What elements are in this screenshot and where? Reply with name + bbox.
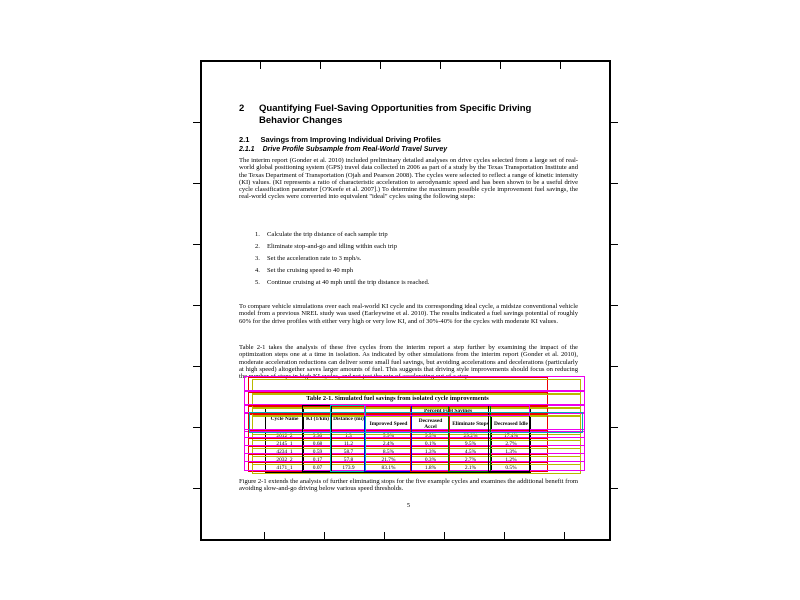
list-item-number: 1. bbox=[255, 231, 260, 238]
subsubsection-heading bbox=[239, 146, 447, 153]
ruler-tick bbox=[324, 532, 325, 539]
list-item-number: 3. bbox=[255, 254, 260, 262]
ruler-tick bbox=[193, 183, 200, 184]
paragraph-table-discussion: Table 2-1 takes the analysis of these five cycles from the interim report a step further by examining the impact of the optimization steps one at a time in isolation. As indicated by other simulations from the interim report (Gonder et al. 2010), moderate acceleration reductions can deliver some small fuel savings, but avoiding accelerations and decelerations (particularly at high speed) altogether saves larger amounts of fuel. This suggests that driving style improvements should focus on reducing the number of stops in high KI cycles, and not just the rate of accelerating out of a stop. bbox=[239, 344, 578, 381]
ruler-tick bbox=[193, 244, 200, 245]
table-cell: 0.17 bbox=[304, 457, 332, 465]
ruler-tick bbox=[611, 366, 618, 367]
table-row bbox=[266, 441, 531, 449]
table-header-cell: Improved Speed bbox=[366, 416, 412, 433]
list-item-number: 4. bbox=[255, 266, 260, 274]
table-cell: 83.1% bbox=[366, 465, 412, 473]
table-cell: 2012_2 bbox=[266, 433, 304, 441]
ruler-tick bbox=[193, 122, 200, 123]
document-page bbox=[200, 60, 611, 541]
ruler-tick bbox=[264, 532, 265, 539]
ruler-tick bbox=[440, 62, 441, 69]
subsection-number: 2.1 bbox=[239, 135, 250, 144]
ruler-tick bbox=[384, 532, 385, 539]
annotation-box-yellow bbox=[252, 379, 581, 394]
ruler-tick bbox=[380, 62, 381, 69]
list-item-number: 2. bbox=[255, 242, 260, 250]
page-number: 5 bbox=[406, 502, 411, 509]
list-item-number: 5. bbox=[255, 278, 260, 286]
table-cell: 1.3% bbox=[492, 449, 531, 457]
list-item bbox=[255, 231, 575, 238]
table-cell: 9.5% bbox=[412, 433, 450, 441]
fuel-savings-table bbox=[265, 406, 531, 473]
ruler-tick bbox=[320, 62, 321, 69]
table-row bbox=[266, 433, 531, 441]
table-cell: 2.7% bbox=[492, 441, 531, 449]
ruler-tick bbox=[193, 366, 200, 367]
table-cell: 0.59 bbox=[304, 449, 332, 457]
ruler-tick bbox=[500, 62, 501, 69]
table-cell: 4234_1 bbox=[266, 449, 304, 457]
table-cell: 2032_2 bbox=[266, 457, 304, 465]
table-cell: 58.7 bbox=[332, 449, 366, 457]
table-cell: 173.9 bbox=[332, 465, 366, 473]
table-cell: 29.2% bbox=[450, 433, 492, 441]
ruler-tick bbox=[193, 427, 200, 428]
list-item bbox=[255, 279, 575, 286]
table-cell: 2.7% bbox=[450, 457, 492, 465]
table-cell: 0.5% bbox=[492, 465, 531, 473]
table-cell: 1.2% bbox=[492, 457, 531, 465]
list-item-text: Eliminate stop-and-go and idling within each trip bbox=[267, 242, 398, 250]
ruler-tick bbox=[564, 532, 565, 539]
table-header-cell: Percent Fuel Savings bbox=[366, 407, 531, 416]
table-cell: 4171_1 bbox=[266, 465, 304, 473]
section-heading bbox=[239, 103, 561, 127]
table-cell: 17.4% bbox=[492, 433, 531, 441]
table-cell: 21.7% bbox=[366, 457, 412, 465]
subsection-title: Savings from Improving Individual Driving Profiles bbox=[260, 135, 441, 144]
ruler-tick bbox=[560, 62, 561, 69]
table-cell: 1.8% bbox=[412, 465, 450, 473]
ruler-tick bbox=[611, 122, 618, 123]
table-cell: 1.3% bbox=[412, 449, 450, 457]
table-row bbox=[266, 449, 531, 457]
table-row bbox=[266, 465, 531, 473]
table-cell: 2.4% bbox=[366, 441, 412, 449]
table-header-cell: Decreased Accel bbox=[412, 416, 450, 433]
subsubsection-title: Drive Profile Subsample from Real-World Travel Survey bbox=[262, 146, 448, 153]
ruler-tick bbox=[193, 488, 200, 489]
table-cell: 0.1% bbox=[412, 441, 450, 449]
table-cell: 11.2 bbox=[332, 441, 366, 449]
ruler-tick bbox=[260, 62, 261, 69]
ideal-cycle-steps-list bbox=[255, 231, 575, 291]
table-cell: 0.3% bbox=[412, 457, 450, 465]
ruler-tick bbox=[504, 532, 505, 539]
table-cell: 9.5% bbox=[450, 441, 492, 449]
table-cell: 0.07 bbox=[304, 465, 332, 473]
ruler-tick bbox=[611, 488, 618, 489]
table-cell: 2.1% bbox=[450, 465, 492, 473]
ruler-tick bbox=[611, 427, 618, 428]
list-item-text: Set the cruising speed to 40 mph bbox=[267, 266, 354, 274]
list-item bbox=[255, 255, 575, 262]
table-header-cell: KI (1/km) bbox=[304, 407, 332, 433]
ruler-tick bbox=[193, 305, 200, 306]
subsubsection-number: 2.1.1 bbox=[239, 146, 255, 153]
table-cell: 3.30 bbox=[304, 433, 332, 441]
subsection-heading bbox=[239, 135, 441, 144]
section-number: 2 bbox=[239, 103, 245, 114]
paragraph-intro: The interim report (Gonder et al. 2010) included preliminary detailed analyses on drive cycles selected from a large set of real-world global positioning system (GPS) travel data collected in 2006 as part of a study by the Texas Transportation Institute and the Texas Department of Transportation (Ojah and Pearson 2008). The cycles were selected to reflect a range of kinetic intensity (KI) values. (KI represents a ratio of characteristic acceleration to aerodynamic speed and has been shown to be a useful drive cycle classification parameter [O'Keefe et al. 2007].) To determine the maximum possible cycle improvement fuel savings, the real-world cycles were converted into equivalent "ideal" cycles using the following steps: bbox=[239, 157, 578, 201]
table-cell: 5.9% bbox=[366, 433, 412, 441]
table-cell: 8.5% bbox=[366, 449, 412, 457]
table-cell: 4.5% bbox=[450, 449, 492, 457]
table-header-cell: Cycle Name bbox=[266, 407, 304, 433]
ruler-tick bbox=[611, 305, 618, 306]
ruler-tick bbox=[611, 244, 618, 245]
ruler-tick bbox=[611, 183, 618, 184]
table-cell: 0.68 bbox=[304, 441, 332, 449]
list-item-text: Set the acceleration rate to 3 mph/s. bbox=[267, 254, 362, 262]
list-item bbox=[255, 243, 575, 250]
list-item-text: Continue cruising at 40 mph until the trip distance is reached. bbox=[267, 278, 430, 286]
paragraph-simulation: To compare vehicle simulations over each real-world KI cycle and its corresponding ideal cycle, a midsize conventional vehicle model from a previous NREL study was used (Earleywine et al. 2010). The results indicated a fuel savings potential of roughly 60% for the drive profiles with either very high or very low KI, and of 30%-40% for the cycles with moderate KI values. bbox=[239, 303, 578, 325]
table-row bbox=[266, 457, 531, 465]
ruler-tick bbox=[444, 532, 445, 539]
paragraph-figure-reference: Figure 2-1 extends the analysis of further eliminating stops for the five example cycles and examines the additional benefit from avoiding slow-and-go driving below various speed thresholds. bbox=[239, 478, 578, 493]
table-cell: 1.3 bbox=[332, 433, 366, 441]
table-cell: 2145_1 bbox=[266, 441, 304, 449]
list-item-text: Calculate the trip distance of each sample trip bbox=[267, 231, 388, 238]
section-title: Quantifying Fuel-Saving Opportunities from Specific Driving Behavior Changes bbox=[259, 103, 532, 126]
table-header-cell: Eliminate Stops bbox=[450, 416, 492, 433]
list-item bbox=[255, 267, 575, 274]
table-header-cell: Distance (mi) bbox=[332, 407, 366, 433]
table-cell: 57.8 bbox=[332, 457, 366, 465]
table-header-cell: Decreased Idle bbox=[492, 416, 531, 433]
table-caption: Table 2-1. Simulated fuel savings from isolated cycle improvements bbox=[306, 395, 489, 402]
